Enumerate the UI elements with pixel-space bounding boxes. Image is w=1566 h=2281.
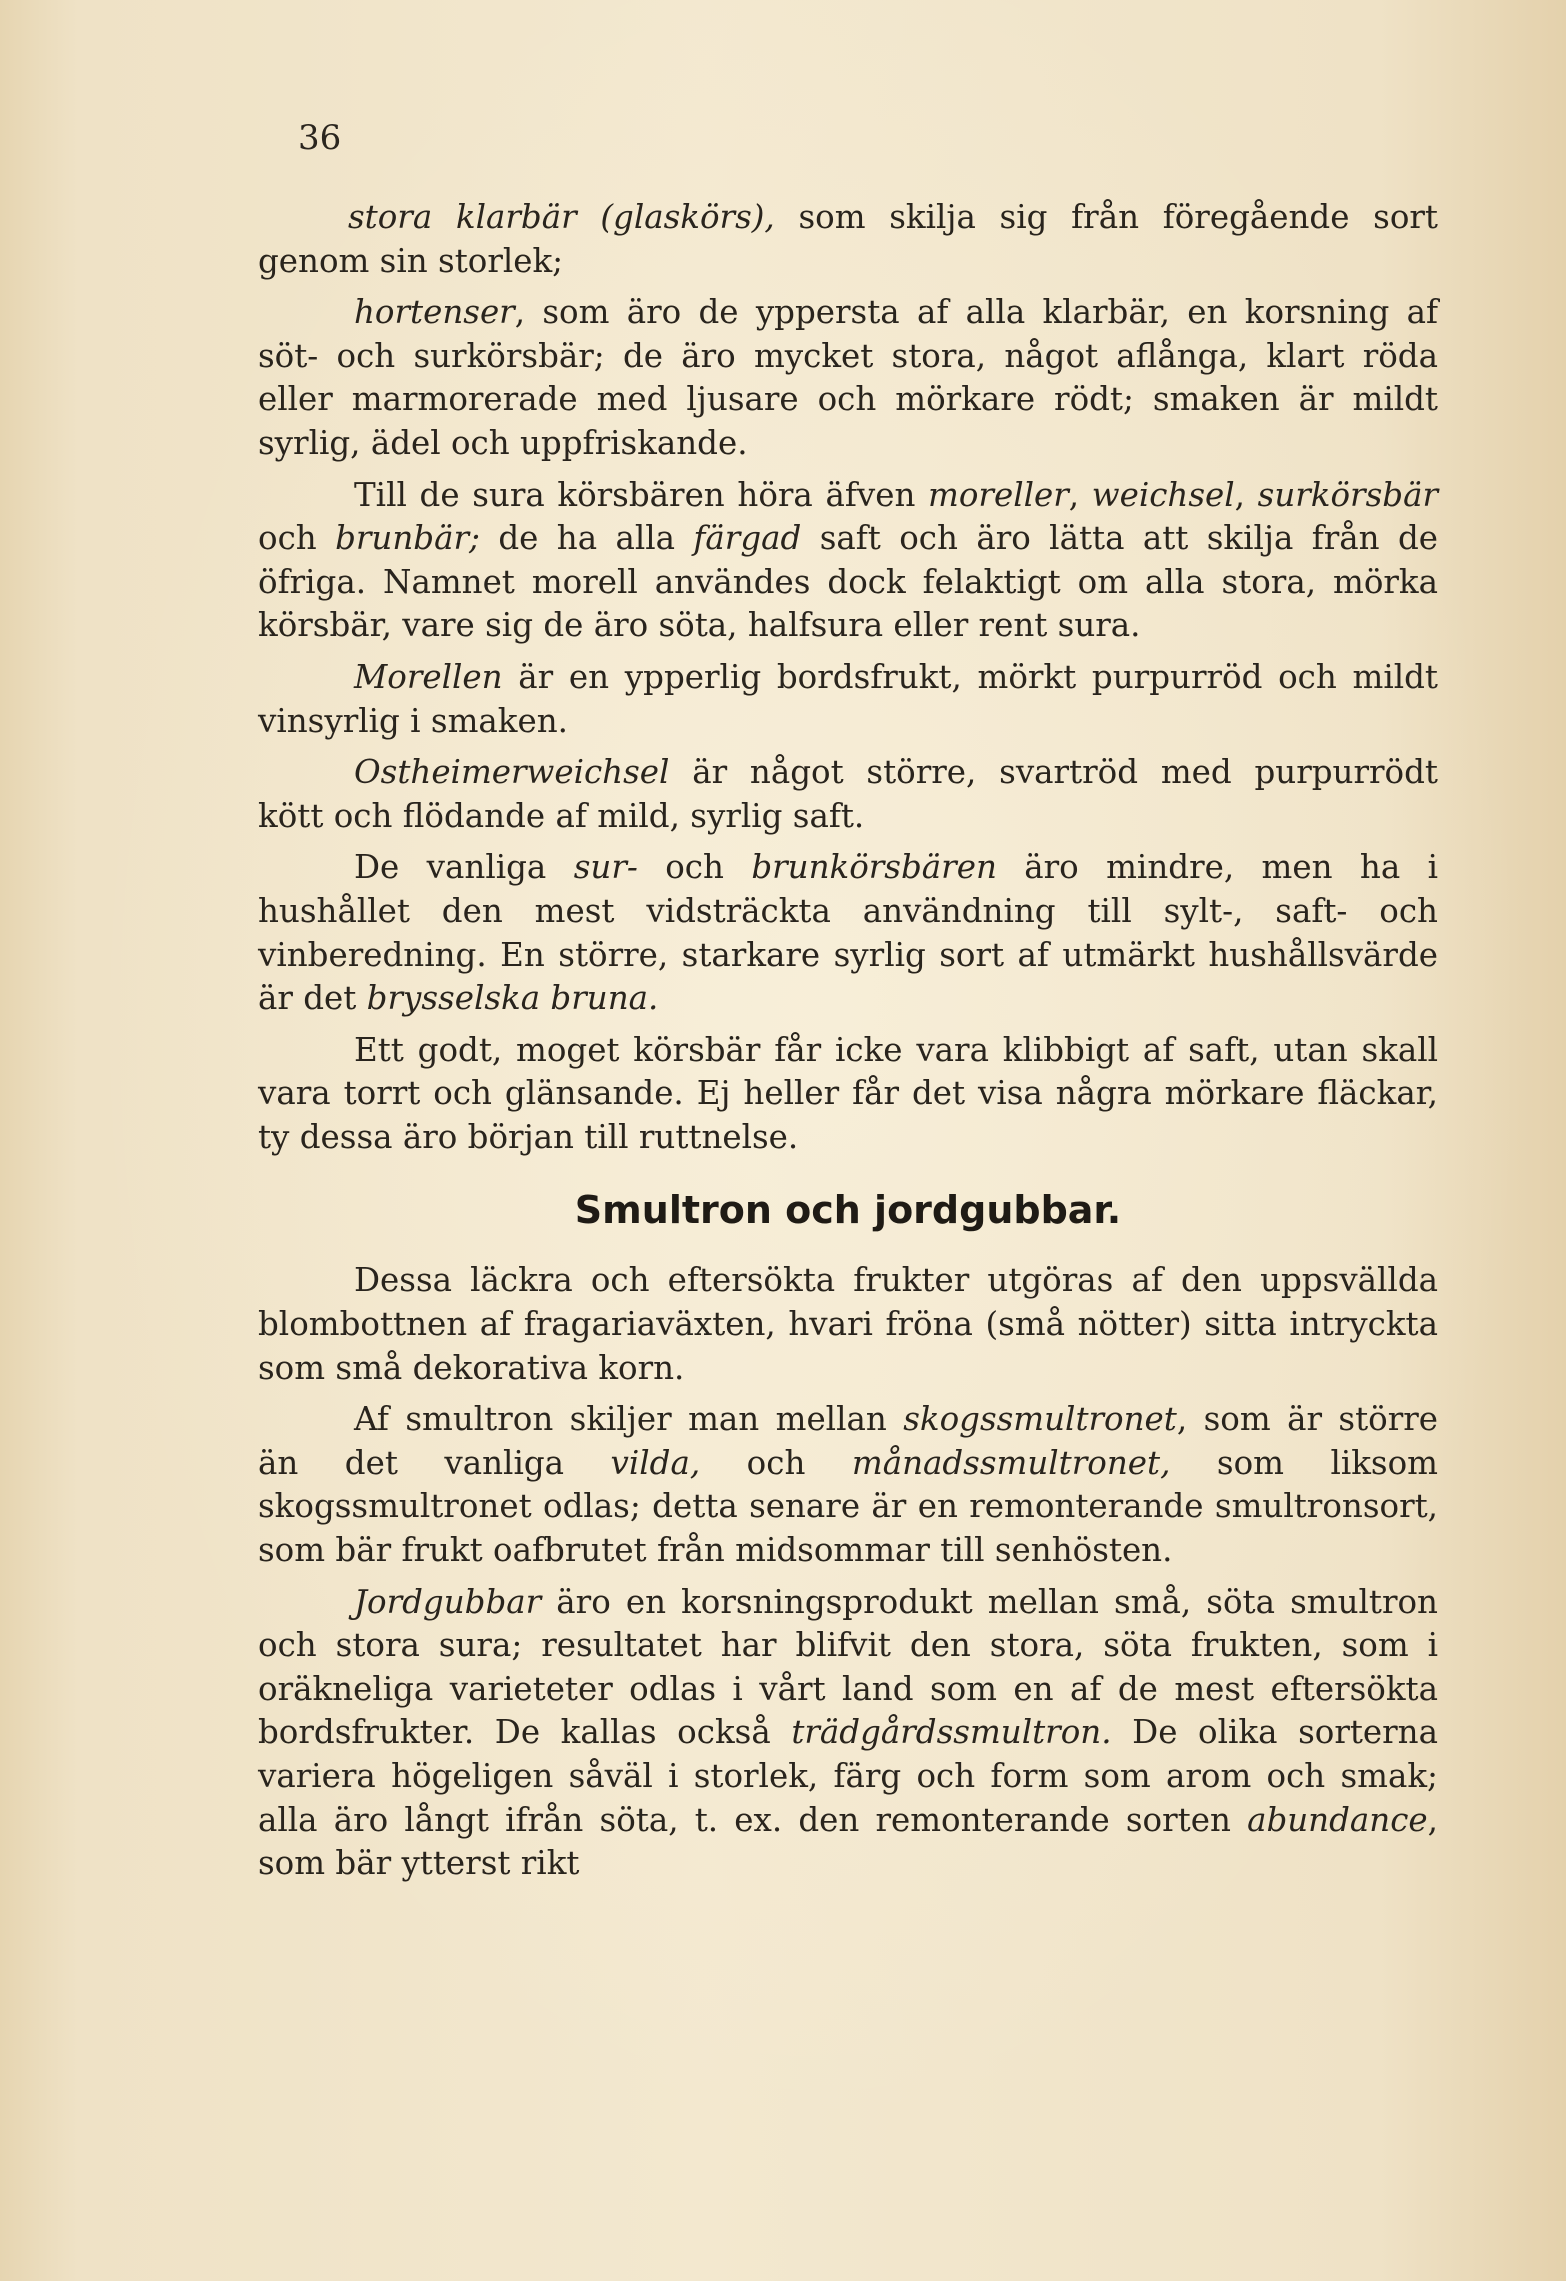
paragraph-godt-korsbar — [258, 1029, 1438, 1160]
paragraph-dessa-lackra — [258, 1259, 1438, 1390]
emphasized-term: hortenser — [354, 293, 515, 332]
paragraph-stora-klarbar — [258, 196, 1438, 283]
emphasized-term: Jordgubbar — [354, 1582, 542, 1621]
text-run: , — [1234, 475, 1258, 514]
paragraph-morellen — [258, 656, 1438, 743]
emphasized-term: stora klarbär (glaskörs), — [348, 198, 775, 236]
text-run: är något större, svartröd med purpurrödt kött och flödande af mild, syrlig saft. — [258, 753, 1438, 835]
emphasized-term: weichsel — [1091, 475, 1235, 514]
emphasized-term: brunkörsbären — [751, 848, 997, 887]
text-run: , — [1068, 475, 1092, 514]
emphasized-term: skogssmultronet — [903, 1400, 1177, 1439]
text-run: äro en korsningsprodukt mellan små, söta smultron och stora sura; resultatet har blifvit den stora, söta frukten, som i oräkneliga varieteter odlas i vårt land som en af de mest eftersökta bordsfrukter. De kallas också — [258, 1582, 1438, 1752]
text-run: Af smultron skiljer man mellan — [354, 1400, 904, 1439]
paragraph-jordgubbar — [258, 1581, 1438, 1886]
paragraph-sura-korsbaren — [258, 474, 1438, 648]
paragraphs-after-heading — [258, 1259, 1438, 1885]
text-run: De olika sorterna variera högeligen såväl i storlek, färg och form som arom och smak; alla äro långt ifrån söta, t. ex. den remonterande sorten — [258, 1713, 1438, 1839]
text-run: och — [700, 1443, 852, 1482]
text-run: och — [258, 519, 336, 558]
text-run: de ha alla — [479, 519, 694, 558]
paragraph-af-smultron — [258, 1398, 1438, 1572]
emphasized-term: trädgårdssmultron. — [791, 1713, 1112, 1752]
text-run: , som bär ytterst rikt — [258, 1800, 1438, 1883]
text-run: Till de sura körsbären höra äfven — [354, 475, 929, 514]
emphasized-term: brysselska bruna. — [366, 979, 659, 1018]
text-run: och — [637, 848, 752, 887]
text-run: är en ypperlig bordsfrukt, mörkt purpurröd och mildt vinsyrlig i smaken. — [258, 657, 1438, 740]
paragraph-ostheimerweichsel — [258, 751, 1438, 838]
paragraph-surkorsbaren — [258, 846, 1438, 1020]
text-run: som skilja sig från föregående sort genom sin storlek; — [258, 198, 1438, 280]
emphasized-term: vilda, — [610, 1443, 701, 1482]
paragraph-hortenser — [258, 291, 1438, 465]
emphasized-term: färgad — [693, 519, 802, 558]
text-run: De vanliga — [354, 848, 574, 887]
emphasized-term: månadssmultronet, — [851, 1443, 1171, 1482]
emphasized-term: moreller — [928, 475, 1069, 514]
text-run: som liksom skogssmultronet odlas; detta senare är en remonterande smultronsort, som bär frukt oafbrutet från midsommar till senhösten. — [258, 1443, 1438, 1570]
emphasized-term: sur- — [573, 848, 638, 887]
body-text — [258, 196, 1438, 1894]
section-heading: Smultron och jordgubbar. — [574, 1188, 1122, 1233]
text-run: Dessa läckra och eftersökta frukter utgöras af den uppsvällda blombottnen af fragariaväxten, hvari fröna (små nötter) sitta intryckta som små dekorativa korn. — [258, 1261, 1438, 1387]
text-run: , som äro de yppersta af alla klarbär, en korsning af söt- och surkörsbär; de äro mycket stora, något aflånga, klart röda eller marmorerade med ljusare och mörkare rödt; smaken är mildt syrlig, ädel och uppfriskande. — [258, 293, 1438, 462]
emphasized-term: surkörsbär — [1257, 475, 1438, 514]
emphasized-term: Ostheimerweichsel — [354, 753, 670, 792]
text-run: äro mindre, men ha i hushållet den mest vidsträckta användning till sylt-, saft- och vinberedning. En större, starkare syrlig sort af utmärkt hushållsvärde är det — [258, 848, 1438, 1018]
emphasized-term: abundance — [1247, 1800, 1428, 1839]
emphasized-term: brunbär; — [335, 519, 480, 558]
emphasized-term: Morellen — [354, 657, 503, 696]
paragraphs-before-heading — [258, 196, 1438, 1159]
text-run: saft och äro lätta att skilja från de öfriga. Namnet morell användes dock felaktigt om alla stora, mörka körsbär, vare sig de äro söta, halfsura eller rent sura. — [258, 519, 1438, 645]
text-run: Ett godt, moget körsbär får icke vara klibbigt af saft, utan skall vara torrt och glänsande. Ej heller får det visa några mörkare fläckar, ty dessa äro början till ruttnelse. — [258, 1030, 1438, 1156]
text-run: , som är större än det vanliga — [258, 1400, 1438, 1482]
page-number: 36 — [298, 118, 342, 158]
